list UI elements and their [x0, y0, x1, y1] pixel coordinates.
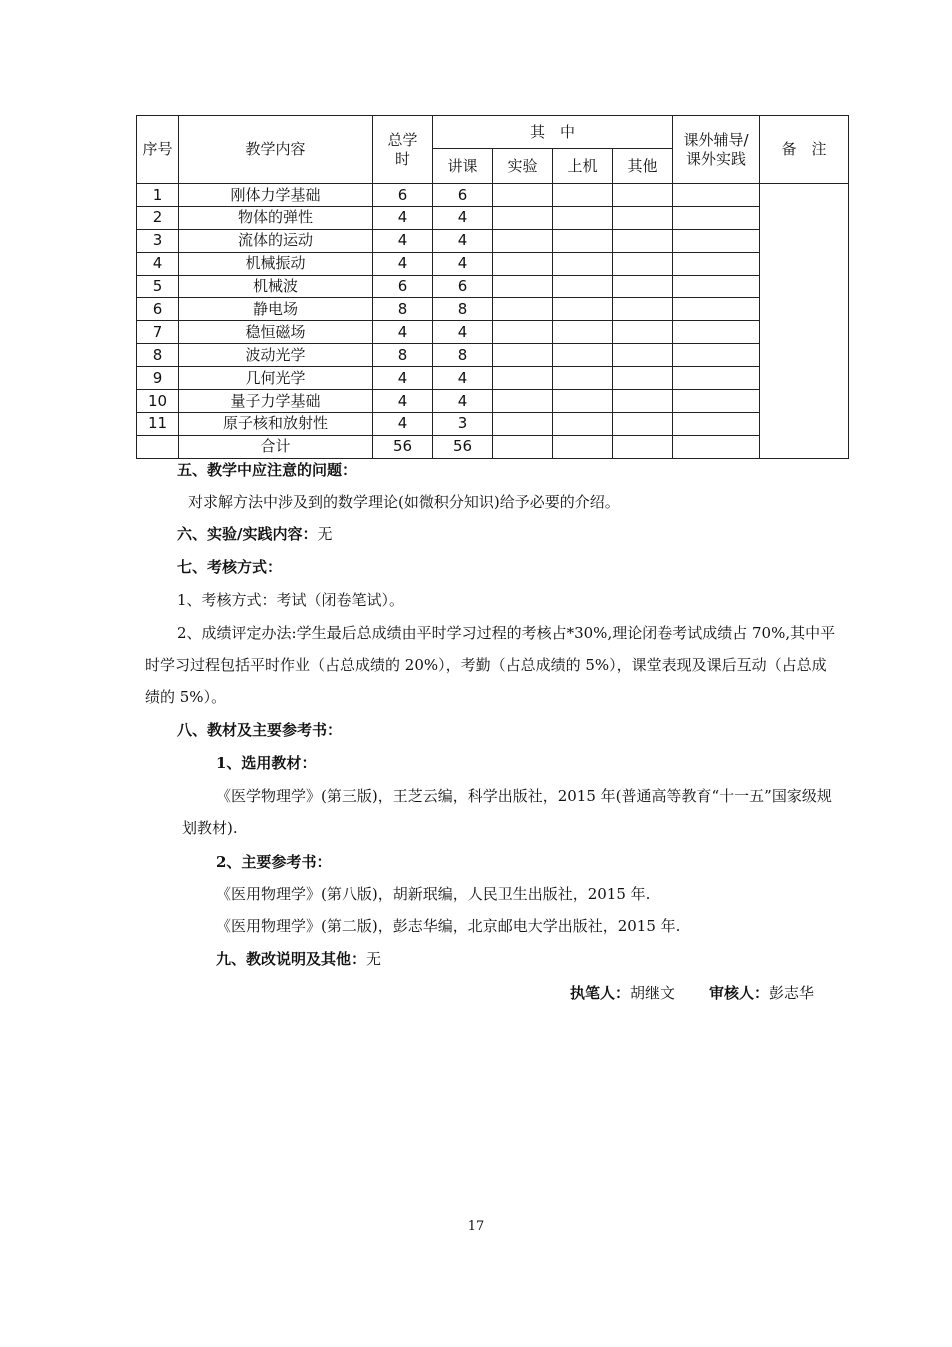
header-other: 其他: [613, 149, 673, 184]
row-total: 4: [373, 206, 433, 229]
row-computer: [553, 344, 613, 367]
table-row-total: [137, 435, 849, 458]
section-8-reference-1: 《医用物理学》(第八版)，胡新珉编，人民卫生出版社，2015 年.: [216, 885, 651, 903]
row-content: 机械振动: [179, 252, 373, 275]
row-extracurricular: [673, 435, 760, 458]
row-total: 4: [373, 321, 433, 344]
row-seq: 6: [137, 298, 179, 321]
row-content: 几何光学: [179, 367, 373, 390]
row-experiment: [493, 390, 553, 413]
row-total: 4: [373, 252, 433, 275]
section-7-title: 七、考核方式：: [177, 558, 283, 576]
header-experiment: 实验: [493, 149, 553, 184]
section-7-item-1: 1、考核方式：考试（闭卷笔试）。: [177, 591, 405, 609]
row-seq: 11: [137, 412, 179, 435]
row-lecture: 56: [433, 435, 493, 458]
row-seq: 1: [137, 184, 179, 207]
row-other: [613, 344, 673, 367]
row-extracurricular: [673, 252, 760, 275]
row-experiment: [493, 252, 553, 275]
section-6-title: 六、实验/实践内容：: [177, 525, 318, 543]
table-row: [137, 412, 849, 435]
row-other: [613, 298, 673, 321]
page-number: 17: [467, 1219, 485, 1234]
row-extracurricular: [673, 206, 760, 229]
section-8-reference-2: 《医用物理学》(第二版)，彭志华编，北京邮电大学出版社，2015 年.: [216, 917, 681, 935]
row-total: 8: [373, 344, 433, 367]
row-total: 4: [373, 367, 433, 390]
row-experiment: [493, 275, 553, 298]
row-content: 机械波: [179, 275, 373, 298]
row-content: 流体的运动: [179, 229, 373, 252]
row-seq: 8: [137, 344, 179, 367]
section-8-sub-1: 1、选用教材：: [216, 754, 317, 772]
row-other: [613, 435, 673, 458]
row-lecture: 4: [433, 321, 493, 344]
table-row: [137, 321, 849, 344]
row-extracurricular: [673, 275, 760, 298]
writer-label: 执笔人：: [570, 984, 631, 1002]
row-extracurricular: [673, 298, 760, 321]
row-seq: 2: [137, 206, 179, 229]
reviewer-name: 彭志华: [769, 984, 815, 1002]
row-content: 刚体力学基础: [179, 184, 373, 207]
row-seq: 3: [137, 229, 179, 252]
row-content: 静电场: [179, 298, 373, 321]
writer-name: 胡继文: [630, 984, 676, 1002]
header-computer: 上机: [553, 149, 613, 184]
row-extracurricular: [673, 344, 760, 367]
table-row: [137, 298, 849, 321]
row-other: [613, 252, 673, 275]
row-extracurricular: [673, 229, 760, 252]
row-extracurricular: [673, 321, 760, 344]
row-lecture: 4: [433, 390, 493, 413]
signature-line: [570, 983, 814, 1003]
row-other: [613, 184, 673, 207]
header-extracurricular: 课外辅导/课外实践: [673, 116, 760, 184]
row-seq: [137, 435, 179, 458]
row-total: 4: [373, 390, 433, 413]
row-content: 波动光学: [179, 344, 373, 367]
remark-cell: [760, 184, 849, 459]
row-computer: [553, 367, 613, 390]
row-other: [613, 321, 673, 344]
row-content: 稳恒磁场: [179, 321, 373, 344]
table-row: [137, 184, 849, 207]
header-content: 教学内容: [179, 116, 373, 184]
reviewer-label: 审核人：: [709, 984, 770, 1002]
row-experiment: [493, 344, 553, 367]
row-experiment: [493, 321, 553, 344]
table-row: [137, 275, 849, 298]
section-9-title: 九、教改说明及其他：: [216, 950, 367, 968]
row-extracurricular: [673, 412, 760, 435]
row-total: 4: [373, 229, 433, 252]
row-other: [613, 206, 673, 229]
header-total-hours: 总学时: [373, 116, 433, 184]
table-row: [137, 252, 849, 275]
row-other: [613, 367, 673, 390]
row-lecture: 4: [433, 252, 493, 275]
section-8-textbook: 《医学物理学》(第三版)，王芝云编，科学出版社，2015 年(普通高等教育“十一五”国家级规划教材).: [182, 787, 832, 837]
section-9: [216, 949, 381, 969]
row-computer: [553, 298, 613, 321]
row-experiment: [493, 435, 553, 458]
row-experiment: [493, 412, 553, 435]
row-computer: [553, 435, 613, 458]
row-computer: [553, 275, 613, 298]
row-lecture: 3: [433, 412, 493, 435]
row-lecture: 6: [433, 184, 493, 207]
row-experiment: [493, 298, 553, 321]
section-8-title: 八、教材及主要参考书：: [177, 721, 343, 739]
row-total: 4: [373, 412, 433, 435]
table-row: [137, 390, 849, 413]
section-9-value: 无: [366, 950, 382, 968]
row-total: 6: [373, 184, 433, 207]
row-computer: [553, 184, 613, 207]
row-content: 量子力学基础: [179, 390, 373, 413]
section-6-value: 无: [317, 525, 333, 543]
row-experiment: [493, 206, 553, 229]
table-row: [137, 206, 849, 229]
header-among: 其 中: [433, 116, 673, 149]
row-lecture: 4: [433, 367, 493, 390]
row-total: 56: [373, 435, 433, 458]
row-experiment: [493, 367, 553, 390]
row-other: [613, 229, 673, 252]
row-total: 6: [373, 275, 433, 298]
row-seq: 10: [137, 390, 179, 413]
row-lecture: 8: [433, 298, 493, 321]
row-content: 原子核和放射性: [179, 412, 373, 435]
row-other: [613, 275, 673, 298]
row-seq: 5: [137, 275, 179, 298]
header-seq: 序号: [137, 116, 179, 184]
table-row: [137, 229, 849, 252]
row-computer: [553, 412, 613, 435]
row-extracurricular: [673, 390, 760, 413]
header-lecture: 讲课: [433, 149, 493, 184]
row-seq: 7: [137, 321, 179, 344]
row-extracurricular: [673, 367, 760, 390]
section-8-sub-2: 2、主要参考书：: [216, 853, 332, 871]
row-seq: 4: [137, 252, 179, 275]
table-row: [137, 367, 849, 390]
row-computer: [553, 321, 613, 344]
row-experiment: [493, 229, 553, 252]
section-5-body: 对求解方法中涉及到的数学理论(如微积分知识)给予必要的介绍。: [188, 493, 620, 511]
row-computer: [553, 252, 613, 275]
header-remark: 备 注: [760, 116, 849, 184]
table-row: [137, 344, 849, 367]
row-extracurricular: [673, 184, 760, 207]
row-experiment: [493, 184, 553, 207]
section-5-title: 五、教学中应注意的问题：: [177, 461, 358, 479]
teaching-schedule-table: [136, 115, 849, 459]
row-computer: [553, 206, 613, 229]
row-other: [613, 390, 673, 413]
row-lecture: 6: [433, 275, 493, 298]
row-lecture: 8: [433, 344, 493, 367]
row-other: [613, 412, 673, 435]
row-computer: [553, 390, 613, 413]
row-seq: 9: [137, 367, 179, 390]
section-7-item-2: 2、成绩评定办法:学生最后总成绩由平时学习过程的考核占*30%,理论闭卷考试成绩占 70%,其中平时学习过程包括平时作业（占总成绩的 20%），考勤（占总成绩的 5%），课堂表现及课后互动（占总成绩的 5%）。: [145, 624, 836, 706]
row-computer: [553, 229, 613, 252]
row-content: 合计: [179, 435, 373, 458]
section-6: [177, 524, 333, 544]
row-lecture: 4: [433, 229, 493, 252]
row-content: 物体的弹性: [179, 206, 373, 229]
row-total: 8: [373, 298, 433, 321]
row-lecture: 4: [433, 206, 493, 229]
